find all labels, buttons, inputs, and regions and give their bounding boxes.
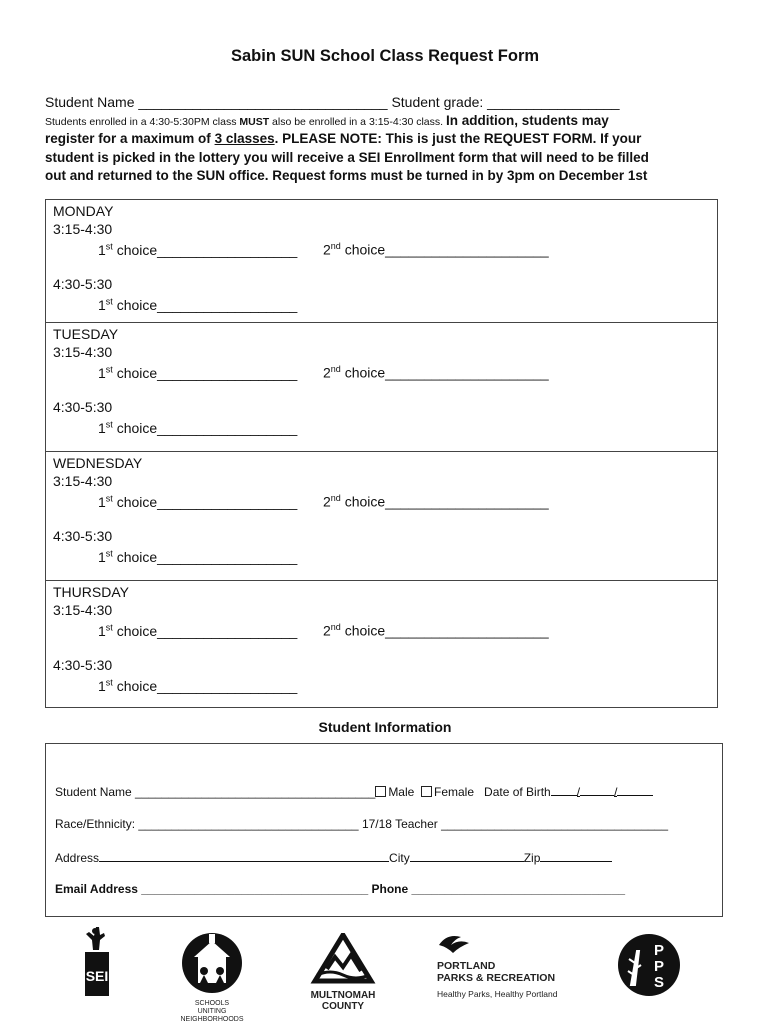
race-teacher-fields[interactable]: Race/Ethnicity: _________________________________ 17/18 Teacher __________________________________ <box>55 817 669 831</box>
time-slot-early: 3:15-4:30 <box>53 601 113 618</box>
portland-parks-leaf-icon <box>437 933 473 955</box>
sun-logo-line2: NEIGHBORHOODS <box>180 1016 244 1023</box>
multnomah-logo-text <box>303 990 383 1012</box>
para-line1-pre: register for a maximum of <box>45 131 215 146</box>
student-info-box <box>45 743 723 917</box>
note-small-must: MUST <box>239 116 270 128</box>
student-info-title: Student Information <box>318 719 452 735</box>
first-choice-early[interactable]: 1st choice__________________ <box>98 622 298 639</box>
dob-label: Date of Birth <box>484 785 551 799</box>
pps-letter-p1: P <box>653 942 665 959</box>
time-slot-late: 4:30-5:30 <box>53 528 113 545</box>
female-label: Female <box>434 785 475 799</box>
first-choice-late[interactable]: 1st choice__________________ <box>98 548 298 566</box>
first-choice-early[interactable]: 1st choice__________________ <box>98 493 298 510</box>
day-block-thursday <box>46 580 717 709</box>
info-contact-row <box>55 882 625 896</box>
day-name: THURSDAY <box>53 584 129 600</box>
city-field[interactable] <box>410 850 524 862</box>
day-name: MONDAY <box>53 203 114 219</box>
first-choice-late[interactable]: 1st choice__________________ <box>98 296 298 314</box>
day-block-tuesday <box>46 322 717 451</box>
zip-label: Zip <box>523 851 541 865</box>
pps-letter-p2: P <box>653 958 665 975</box>
time-slot-early: 3:15-4:30 <box>53 220 113 237</box>
early-choices-row <box>53 238 717 259</box>
early-choices-row <box>53 490 717 511</box>
dob-month-field[interactable] <box>551 784 577 796</box>
info-name-row <box>55 784 653 799</box>
first-choice-late[interactable]: 1st choice__________________ <box>98 677 298 695</box>
first-choice-early[interactable]: 1st choice__________________ <box>98 241 298 258</box>
form-title: Sabin SUN School Class Request Form <box>230 47 540 65</box>
time-slot-late: 4:30-5:30 <box>53 657 113 674</box>
portland-line1: PORTLAND <box>437 960 496 972</box>
student-name-field[interactable]: Student Name ________________________________ <box>45 94 388 110</box>
email-label: Email Address <box>55 882 138 896</box>
sponsor-logos <box>0 925 770 1023</box>
day-block-wednesday <box>46 451 717 580</box>
time-slot-late: 4:30-5:30 <box>53 399 113 416</box>
pps-letter-s: S <box>653 974 665 991</box>
time-slot-early: 3:15-4:30 <box>53 343 113 360</box>
address-label: Address <box>55 851 100 865</box>
dob-day-field[interactable] <box>580 784 614 796</box>
second-choice-early[interactable]: 2nd choice_____________________ <box>323 493 549 510</box>
enrollment-note <box>45 113 609 128</box>
day-name: WEDNESDAY <box>53 455 143 471</box>
max-classes-emphasis: 3 classes <box>214 131 275 146</box>
note-big-start: In addition, students may <box>446 113 609 128</box>
sun-schools-logo <box>180 931 244 1023</box>
portland-logo-text <box>437 960 577 1000</box>
second-choice-early[interactable]: 2nd choice_____________________ <box>323 241 549 258</box>
dob-slash-1: / <box>576 785 581 799</box>
dob-year-field[interactable] <box>617 784 653 796</box>
late-choices-row <box>53 417 717 438</box>
second-choice-early[interactable]: 2nd choice_____________________ <box>323 622 549 639</box>
day-block-monday <box>46 200 717 322</box>
para-line1-post: . PLEASE NOTE: This is just the REQUEST FORM. If your <box>274 131 642 146</box>
email-field[interactable]: __________________________________ <box>137 882 372 896</box>
zip-field[interactable] <box>540 850 612 862</box>
portland-line2: PARKS & RECREATION <box>437 972 556 984</box>
class-schedule-table <box>45 199 718 708</box>
student-grade-field[interactable]: Student grade: _________________ <box>391 94 620 110</box>
instructions-paragraph <box>45 130 735 186</box>
info-address-row <box>55 850 612 865</box>
late-choices-row <box>53 546 717 567</box>
first-choice-late[interactable]: 1st choice__________________ <box>98 419 298 437</box>
portland-tagline: Healthy Parks, Healthy Portland <box>437 989 558 999</box>
female-checkbox[interactable] <box>421 786 432 797</box>
male-label: Male <box>388 785 415 799</box>
dob-slash-2: / <box>614 785 618 799</box>
time-slot-late: 4:30-5:30 <box>53 276 113 293</box>
second-choice-early[interactable]: 2nd choice_____________________ <box>323 364 549 381</box>
pps-logo <box>617 933 681 997</box>
multnomah-county-logo <box>303 933 383 1013</box>
student-name-grade-line <box>45 94 620 110</box>
portland-parks-logo <box>437 933 577 1013</box>
note-small-pre: Students enrolled in a 4:30-5:30PM class <box>45 116 240 128</box>
sei-logo-text: SEI <box>85 968 109 984</box>
late-choices-row <box>53 294 717 315</box>
sei-logo <box>80 925 114 1000</box>
multnomah-line2: COUNTY <box>321 1001 365 1012</box>
info-student-name-field[interactable]: Student Name ____________________________________ <box>55 785 376 799</box>
address-field[interactable] <box>99 850 389 862</box>
early-choices-row <box>53 619 717 640</box>
para-line3: out and returned to the SUN office. Request forms must be turned in by 3pm on December 1st <box>45 168 648 183</box>
time-slot-early: 3:15-4:30 <box>53 472 113 489</box>
sun-logo-line1: SCHOOLS UNITING <box>194 1000 230 1015</box>
male-checkbox[interactable] <box>375 786 386 797</box>
sun-logo-text <box>180 1000 244 1024</box>
info-race-row <box>55 817 668 831</box>
first-choice-early[interactable]: 1st choice__________________ <box>98 364 298 381</box>
phone-label: Phone <box>371 882 409 896</box>
phone-field[interactable]: ________________________________ <box>408 882 626 896</box>
para-line2: student is picked in the lottery you will receive a SEI Enrollment form that will need to be filled <box>45 149 649 165</box>
early-choices-row <box>53 361 717 382</box>
note-small-post: also be enrolled in a 3:15-4:30 class. <box>269 116 444 128</box>
day-name: TUESDAY <box>53 326 119 342</box>
multnomah-line1: MULTNOMAH <box>310 990 376 1001</box>
city-label: City <box>389 851 410 865</box>
late-choices-row <box>53 675 717 696</box>
